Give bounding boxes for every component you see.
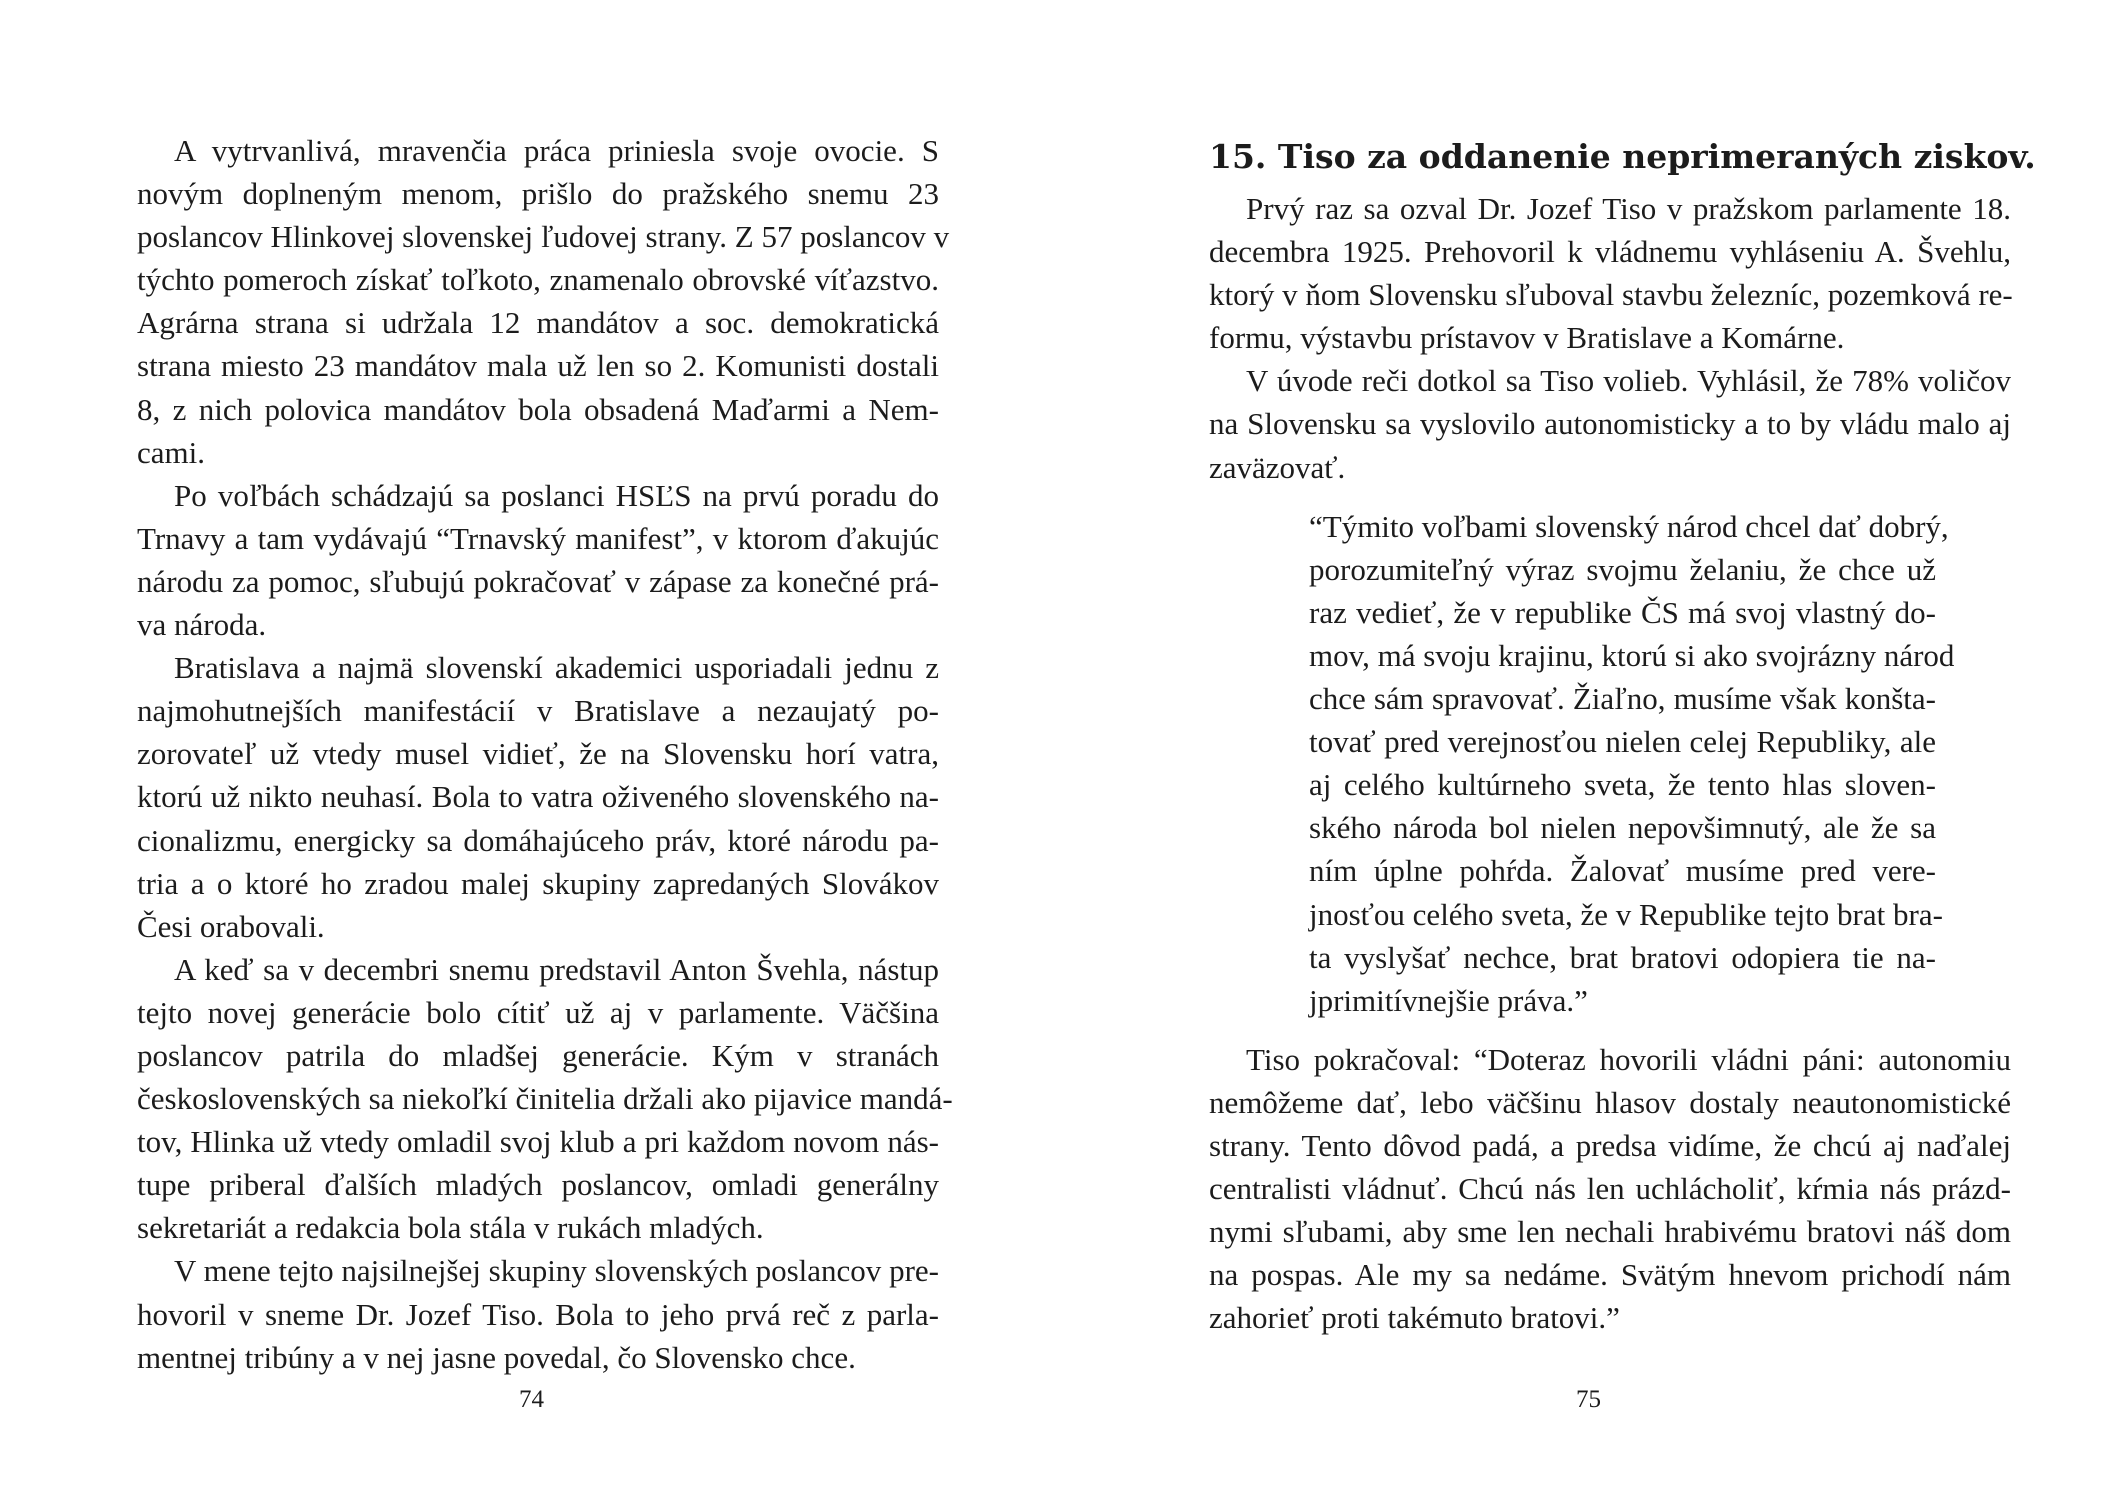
paragraph (137, 1249, 939, 1378)
text-line: poslancov patrila do mladšej generácie. Kým v stranách (137, 1037, 939, 1073)
text-line: Prvý raz sa ozval Dr. Jozef Tiso v pražskom parlamente 18. (1246, 191, 2011, 226)
text-line: národu za pomoc, sľubujú pokračovať v zápase za konečné prá- (137, 563, 939, 599)
quote-line: raz vedieť, že v republike ČS má svoj vlastný do- (1309, 594, 1936, 630)
text-line: československých sa niekoľkí činitelia držali ako pijavice mandá- (137, 1081, 953, 1117)
quote-line: porozumiteľný výraz svojmu želaniu, že chce už (1309, 551, 1936, 587)
text-line: mentnej tribúny a v nej jasne povedal, čo Slovensko chce. (137, 1339, 856, 1375)
quote-line: jprimitívnejšie práva.” (1309, 982, 1588, 1018)
text-line: strany. Tento dôvod padá, a predsa vidíme, že chcú aj naďalej (1209, 1127, 2011, 1163)
right-page (1059, 0, 2118, 1500)
text-line: strana miesto 23 mandátov mala už len so 2. Komunisti dostali (137, 348, 939, 384)
text-line: zorovateľ už vtedy musel vidieť, že na Slovensku horí vatra, (137, 736, 939, 772)
text-line: Tiso pokračoval: “Doteraz hovorili vládni páni: autonomiu (1246, 1041, 2011, 1077)
text-line: Česi orabovali. (137, 908, 325, 944)
text-line: V mene tejto najsilnejšej skupiny slovenských poslancov pre- (174, 1253, 939, 1289)
text-line: nemôžeme dať, lebo väčšinu hlasov dostaly neautonomistické (1209, 1084, 2011, 1120)
text-line: 8, z nich polovica mandátov bola obsadená Maďarmi a Nem- (137, 391, 939, 427)
quote-line: jnosťou celého sveta, že v Republike tejto brat bra- (1309, 896, 1943, 932)
text-line: cami. (137, 434, 205, 470)
text-line: formu, výstavbu prístavov v Bratislave a Komárne. (1209, 320, 1845, 356)
quote-line: ského národa bol nielen nepovšimnutý, ale že sa (1309, 810, 1936, 846)
text-line: zahorieť proti takémuto bratovi.” (1209, 1300, 1620, 1336)
block-quote (1309, 505, 1955, 1022)
text-line: Trnavy a tam vydávajú “Trnavský manifest”, v ktorom ďakujúc (137, 520, 939, 556)
text-line: nymi sľubami, aby sme len nechali hrabivému bratovi náš dom (1209, 1214, 2011, 1250)
text-line: tupe priberal ďalších mladých poslancov, omladi generálny (137, 1167, 939, 1203)
paragraph (137, 474, 939, 646)
text-line: decembra 1925. Prehovoril k vládnemu vyhláseniu A. Švehlu, (1209, 234, 2011, 270)
paragraph (137, 129, 950, 474)
quote-line: ním úplne pohŕda. Žalovať musíme pred vere- (1309, 853, 1936, 889)
text-line: na Slovensku sa vyslovilo autonomisticky a to by vládu malo aj (1209, 406, 2011, 442)
text-line: najmohutnejších manifestácií v Bratislave a nezaujatý po- (137, 693, 939, 729)
text-line: Bratislava a najmä slovenskí akademici usporiadali jednu z (174, 650, 939, 686)
text-line: tov, Hlinka už vtedy omladil svoj klub a pri každom novom nás- (137, 1124, 939, 1160)
text-line: tria a o ktoré ho zradou malej skupiny zapredaných Slovákov (137, 865, 939, 901)
quote-line: “Týmito voľbami slovenský národ chcel dať dobrý, (1309, 508, 1949, 544)
quote-line: aj celého kultúrneho sveta, že tento hlas sloven- (1309, 767, 1936, 803)
text-line: V úvode reči dotkol sa Tiso volieb. Vyhlásil, že 78% voličov (1246, 363, 2011, 399)
text-line: A vytrvanlivá, mravenčia práca priniesla svoje ovocie. S (174, 133, 939, 168)
chapter-heading: 15. Tiso za oddanenie neprimeraných ziskov. (1209, 137, 2036, 176)
text-line: tejto novej generácie bolo cítiť už aj v parlamente. Väčšina (137, 994, 939, 1030)
page-number-right: 75 (1576, 1386, 1601, 1413)
paragraphs-before-quote (1209, 187, 2011, 489)
text-line: cionalizmu, energicky sa domáhajúceho práv, ktoré národu pa- (137, 822, 939, 858)
left-page-text (137, 129, 953, 1379)
text-line: centralisti vládnuť. Chcú nás len uchlácholiť, kŕmia nás prázd- (1209, 1171, 2011, 1207)
quote-line: chce sám spravovať. Žiaľno, musíme však konšta- (1309, 681, 1936, 717)
text-line: A keď sa v decembri snemu predstavil Anton Švehla, nástup (174, 951, 939, 987)
text-line: ktorý v ňom Slovensku sľuboval stavbu železníc, pozemková re- (1209, 277, 2013, 313)
text-line: týchto pomeroch získať toľkoto, znamenalo obrovské víťazstvo. (137, 262, 939, 298)
text-line: ktorú už nikto neuhasí. Bola to vatra oživeného slovenského na- (137, 779, 939, 815)
paragraph (1209, 1038, 2011, 1340)
paragraph (1209, 359, 2011, 488)
quote-line: mov, má svoju krajinu, ktorú si ako svojrázny národ (1309, 637, 1955, 673)
paragraph (137, 646, 939, 948)
quote-line: ta vyslyšať nechce, brat bratovi odopiera tie na- (1309, 939, 1936, 975)
text-line: Po voľbách schádzajú sa poslanci HSĽS na prvú poradu do (174, 477, 939, 513)
text-line: zaväzovať. (1209, 449, 1346, 485)
paragraph (1209, 187, 2011, 359)
text-line: va národa. (137, 607, 267, 643)
quote-line: tovať pred verejnosťou nielen celej Republiky, ale (1309, 724, 1936, 760)
text-line: sekretariát a redakcia bola stála v rukách mladých. (137, 1210, 764, 1246)
paragraph (137, 948, 953, 1250)
text-line: hovoril v sneme Dr. Jozef Tiso. Bola to jeho prvá reč z parla- (137, 1296, 939, 1332)
page-number-left: 74 (519, 1386, 544, 1413)
text-line: novým doplneným menom, prišlo do pražského snemu 23 (137, 176, 939, 212)
right-page-text (1209, 129, 2036, 1339)
paragraphs-after-quote (1209, 1038, 2011, 1340)
text-line: na pospas. Ale my sa nedáme. Svätým hnevom prichodí nám (1209, 1257, 2011, 1293)
text-line: poslancov Hlinkovej slovenskej ľudovej strany. Z 57 poslancov v (137, 219, 950, 255)
text-line: Agrárna strana si udržala 12 mandátov a soc. demokratická (137, 305, 939, 341)
